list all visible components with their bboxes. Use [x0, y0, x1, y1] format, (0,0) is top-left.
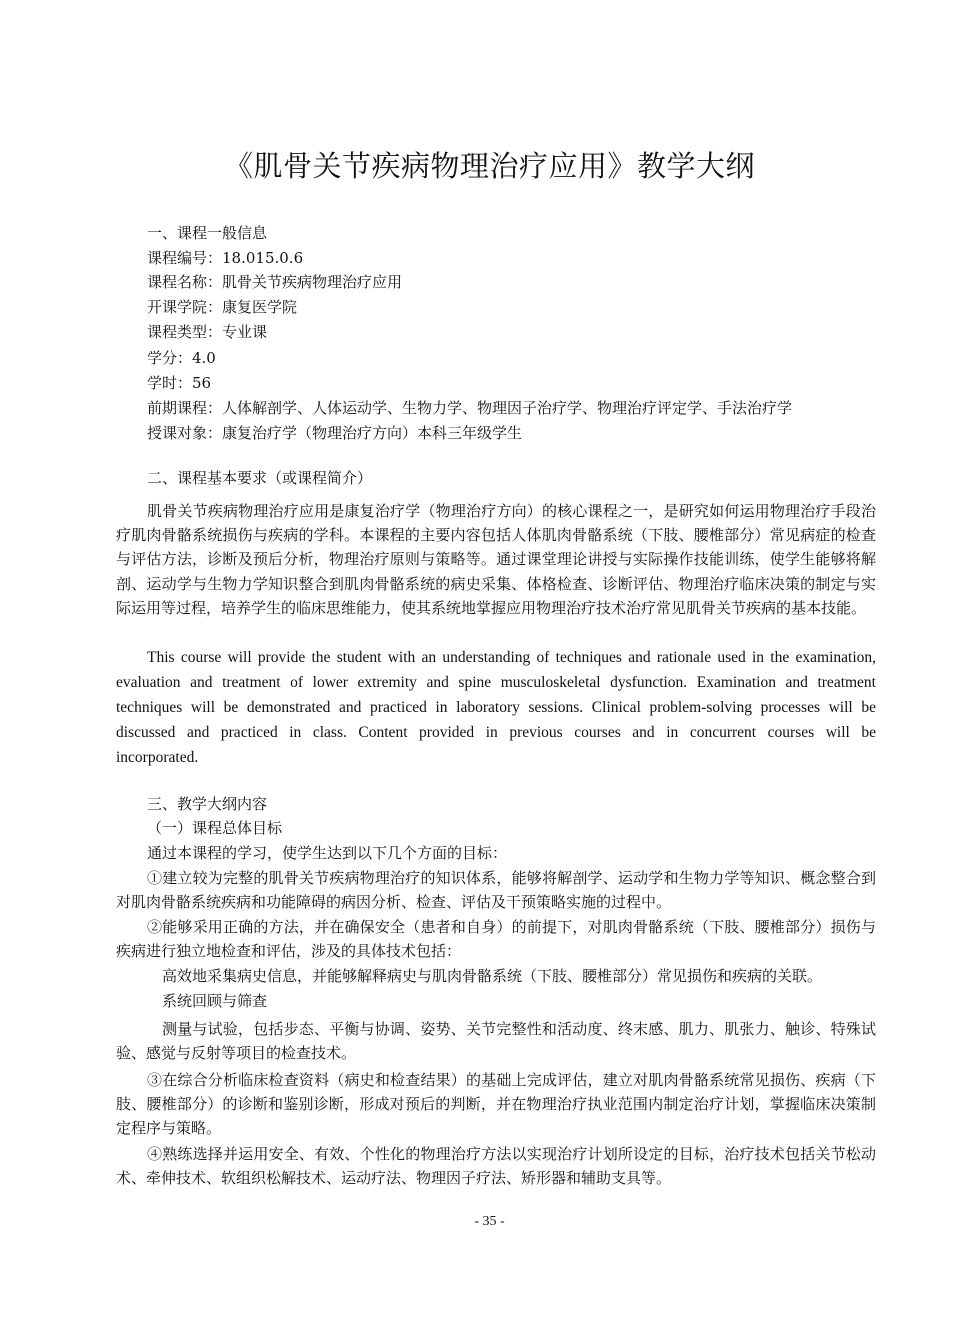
info-course-type: 课程类型：专业课 — [147, 323, 268, 341]
section-heading-general-info: 一、课程一般信息 — [147, 224, 268, 242]
goal-3: ③在综合分析临床检查资料（病史和检查结果）的基础上完成评估，建立对肌肉骨骼系统常见损伤、疾病（下肢、腰椎部分）的诊断和鉴别诊断，形成对预后的判断，并在物理治疗执业范围内制定治疗计划，掌握临床决策制定程序与策略。 — [116, 1071, 876, 1138]
info-credits: 学分：4.0 — [147, 349, 216, 367]
subheading-overall-goals: （一）课程总体目标 — [147, 819, 283, 837]
info-course-code: 课程编号：18.015.0.6 — [147, 249, 304, 267]
goals-intro: 通过本课程的学习，使学生达到以下几个方面的目标： — [147, 844, 508, 862]
page-number: - 35 - — [474, 1214, 505, 1229]
course-intro-cn: 肌骨关节疾病物理治疗应用是康复治疗学（物理治疗方向）的核心课程之一，是研究如何运用物理治疗手段治疗肌肉骨骼系统损伤与疾病的学科。本课程的主要内容包括人体肌肉骨骼系统（下肢、腰椎部分）常见病症的检查与评估方法，诊断及预后分析，物理治疗原则与策略等。通过课堂理论讲授与实际操作技能训练，使学生能够将解剖、运动学与生物力学知识整合到肌肉骨骼系统的病史采集、体格检查、诊断评估、物理治疗临床决策的制定与实际运用等过程，培养学生的临床思维能力，使其系统地掌握应用物理治疗技术治疗常见肌骨关节疾病的基本技能。 — [116, 502, 876, 617]
goal-4: ④熟练选择并运用安全、有效、个性化的物理治疗方法以实现治疗计划所设定的目标，治疗技术包括关节松动术、牵伸技术、软组织松解技术、运动疗法、物理因子疗法、矫形器和辅助支具等。 — [116, 1145, 876, 1188]
technique-screening: 系统回顾与筛查 — [162, 992, 268, 1010]
info-course-name: 课程名称：肌骨关节疾病物理治疗应用 — [147, 273, 403, 291]
section-heading-requirements: 二、课程基本要求（或课程简介） — [147, 469, 373, 487]
document-title: 《肌骨关节疾病物理治疗应用》教学大纲 — [223, 149, 755, 183]
goal-2: ②能够采用正确的方法，并在确保安全（患者和自身）的前提下，对肌肉骨骼系统（下肢、腰椎部分）损伤与疾病进行独立地检查和评估，涉及的具体技术包括： — [116, 918, 876, 961]
goal-1: ①建立较为完整的肌骨关节疾病物理治疗的知识体系，能够将解剖学、运动学和生物力学等知识、概念整合到对肌肉骨骼系统疾病和功能障碍的病因分析、检查、评估及干预策略实施的过程中。 — [116, 869, 876, 912]
section-heading-syllabus: 三、教学大纲内容 — [147, 795, 268, 813]
technique-history: 高效地采集病史信息，并能够解释病史与肌肉骨骼系统（下肢、腰椎部分）常见损伤和疾病的关联。 — [162, 967, 823, 985]
course-intro-en: This course will provide the student with an understanding of techniques and rationale used in the examination, evaluation and treatment of lower extremity and spine musculoskeletal dysfunction. Examination and treatment techniques will be demonstrated and practiced in laboratory sessions. Clinical problem-solving processes will be discussed and practiced in class. Content provided in previous courses and in concurrent courses will be incorporated. — [116, 649, 876, 766]
info-prerequisites: 前期课程：人体解剖学、人体运动学、生物力学、物理因子治疗学、物理治疗评定学、手法治疗学 — [147, 399, 793, 417]
info-audience: 授课对象：康复治疗学（物理治疗方向）本科三年级学生 — [147, 424, 523, 442]
info-hours: 学时：56 — [147, 374, 212, 392]
info-college: 开课学院：康复医学院 — [147, 298, 298, 316]
technique-tests: 测量与试验，包括步态、平衡与协调、姿势、关节完整性和活动度、终末感、肌力、肌张力、触诊、特殊试验、感觉与反射等项目的检查技术。 — [116, 1020, 876, 1063]
